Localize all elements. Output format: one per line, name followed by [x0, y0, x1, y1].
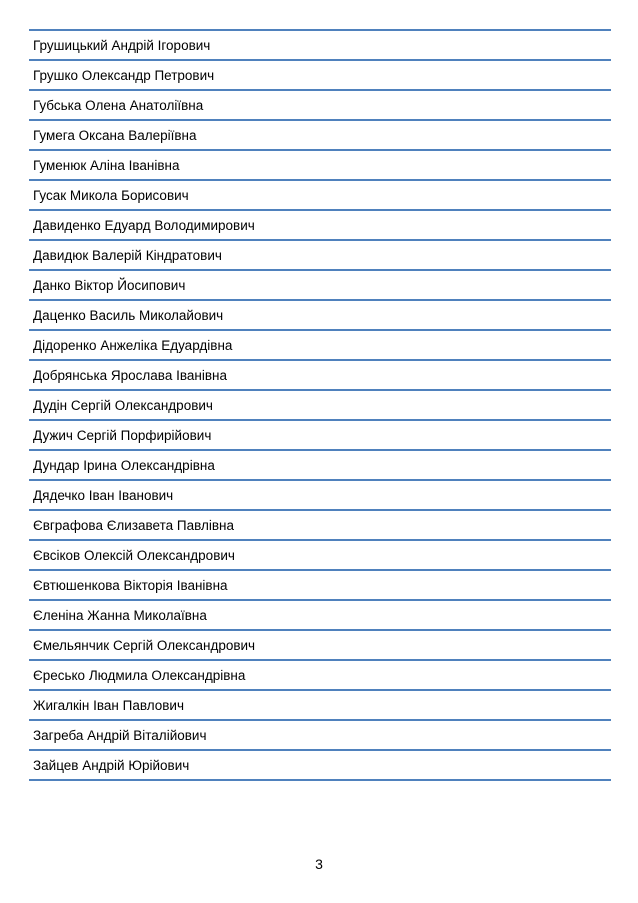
- list-item: Ємельянчик Сергій Олександрович: [29, 631, 611, 661]
- list-item: Дідоренко Анжеліка Едуардівна: [29, 331, 611, 361]
- list-item: Гумега Оксана Валеріївна: [29, 121, 611, 151]
- list-item: Дужич Сергій Порфирійович: [29, 421, 611, 451]
- list-item: Давиденко Едуард Володимирович: [29, 211, 611, 241]
- list-item: Добрянська Ярослава Іванівна: [29, 361, 611, 391]
- list-item: Даценко Василь Миколайович: [29, 301, 611, 331]
- page-number: 3: [315, 856, 323, 872]
- list-item: Губська Олена Анатоліївна: [29, 91, 611, 121]
- list-item: Євсіков Олексій Олександрович: [29, 541, 611, 571]
- list-item: Данко Віктор Йосипович: [29, 271, 611, 301]
- list-item: Зайцев Андрій Юрійович: [29, 751, 611, 781]
- list-item: Євтюшенкова Вікторія Іванівна: [29, 571, 611, 601]
- list-item: Гусак Микола Борисович: [29, 181, 611, 211]
- list-item: Дядечко Іван Іванович: [29, 481, 611, 511]
- list-item: Жигалкін Іван Павлович: [29, 691, 611, 721]
- list-item: Дудін Сергій Олександрович: [29, 391, 611, 421]
- list-item: Давидюк Валерій Кіндратович: [29, 241, 611, 271]
- list-item: Гуменюк Аліна Іванівна: [29, 151, 611, 181]
- list-item: Загреба Андрій Віталійович: [29, 721, 611, 751]
- list-item: Євграфова Єлизавета Павлівна: [29, 511, 611, 541]
- list-item: Єленіна Жанна Миколаївна: [29, 601, 611, 631]
- list-item: Єресько Людмила Олександрівна: [29, 661, 611, 691]
- name-list: [29, 29, 611, 781]
- list-item: Грушко Олександр Петрович: [29, 61, 611, 91]
- list-item: Дундар Ірина Олександрівна: [29, 451, 611, 481]
- list-item: Грушицький Андрій Ігорович: [29, 31, 611, 61]
